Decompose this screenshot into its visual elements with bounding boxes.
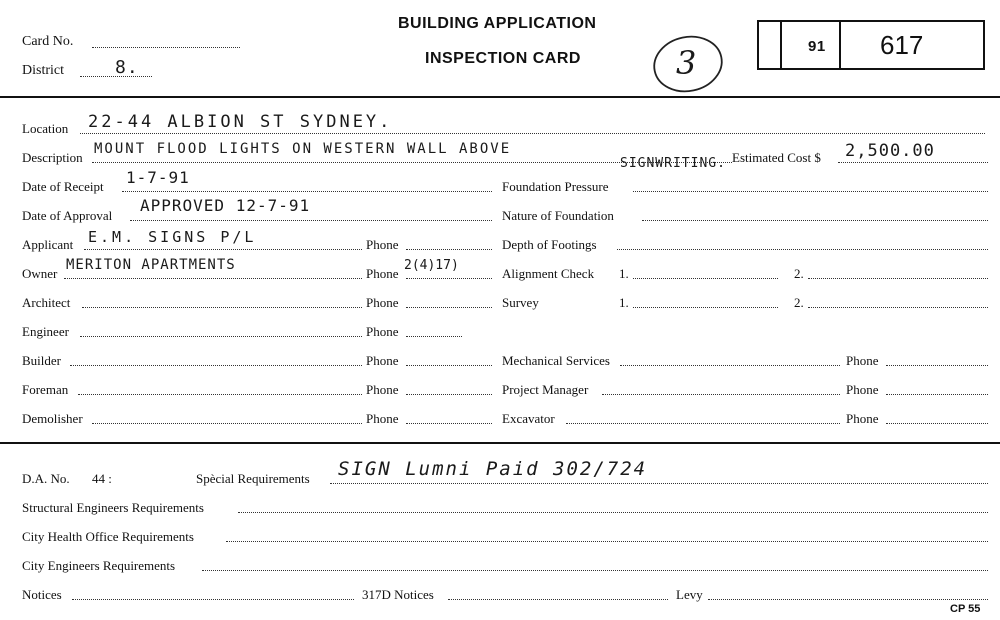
survey-field-1[interactable]	[633, 307, 778, 308]
builder-field[interactable]	[70, 365, 362, 366]
notices-label: Notices	[22, 587, 62, 602]
structural-engineers-label: Structural Engineers Requirements	[22, 500, 204, 515]
foreman-field[interactable]	[78, 394, 362, 395]
levy-label: Levy	[676, 587, 703, 602]
survey-num-1: 1.	[619, 295, 629, 310]
city-health-office-field[interactable]	[226, 541, 988, 542]
project-manager-label: Project Manager	[502, 382, 589, 397]
survey-field-2[interactable]	[808, 307, 988, 308]
survey-label: Survey	[502, 295, 539, 310]
da-no-value: 44 :	[92, 471, 112, 486]
excavator-field[interactable]	[566, 423, 840, 424]
location-label: Location	[22, 121, 69, 136]
estimated-cost-field[interactable]	[838, 162, 988, 163]
owner-label: Owner	[22, 266, 58, 281]
project-manager-phone-label: Phone	[846, 382, 879, 397]
applicant-phone-field[interactable]	[406, 249, 492, 250]
location-value: 22-44 ALBION ST SYDNEY.	[88, 112, 393, 132]
card-number: 617	[880, 30, 924, 60]
architect-label: Architect	[22, 295, 71, 310]
mechanical-services-field[interactable]	[620, 365, 840, 366]
structural-engineers-field[interactable]	[238, 512, 988, 513]
notices-field[interactable]	[72, 599, 354, 600]
applicant-value: E.M. SIGNS P/L	[88, 228, 257, 246]
engineer-phone-label: Phone	[366, 324, 399, 339]
district-label: District	[22, 63, 64, 78]
builder-phone-field[interactable]	[406, 365, 492, 366]
owner-phone-field[interactable]	[406, 278, 492, 279]
city-health-office-label: City Health Office Requirements	[22, 529, 194, 544]
date-of-receipt-field[interactable]	[122, 191, 492, 192]
notices-317d-field[interactable]	[448, 599, 668, 600]
excavator-phone-field[interactable]	[886, 423, 988, 424]
city-engineers-field[interactable]	[202, 570, 988, 571]
special-requirements-field[interactable]	[330, 483, 988, 484]
foreman-label: Foreman	[22, 382, 69, 397]
form-code: CP 55	[950, 603, 981, 615]
location-field[interactable]	[80, 133, 985, 134]
card-no-field[interactable]	[92, 47, 240, 48]
divider-top	[0, 96, 1000, 98]
depth-of-footings-label: Depth of Footings	[502, 237, 597, 252]
alignment-check-field-1[interactable]	[633, 278, 778, 279]
architect-phone-field[interactable]	[406, 307, 492, 308]
title-inspection-card: INSPECTION CARD	[425, 50, 581, 67]
da-no-label: D.A. No.	[22, 471, 70, 486]
demolisher-field[interactable]	[92, 423, 362, 424]
owner-phone-label: Phone	[366, 266, 399, 281]
project-manager-field[interactable]	[602, 394, 840, 395]
project-manager-phone-field[interactable]	[886, 394, 988, 395]
estimated-cost-value: 2,500.00	[845, 141, 935, 161]
excavator-label: Excavator	[502, 411, 555, 426]
builder-label: Builder	[22, 353, 61, 368]
date-of-receipt-label: Date of Receipt	[22, 179, 104, 194]
alignment-check-num-1: 1.	[619, 266, 629, 281]
demolisher-phone-field[interactable]	[406, 423, 492, 424]
survey-num-2: 2.	[794, 295, 804, 310]
applicant-label: Applicant	[22, 237, 74, 252]
applicant-phone-label: Phone	[366, 237, 399, 252]
mechanical-services-phone-label: Phone	[846, 353, 879, 368]
depth-of-footings-field[interactable]	[617, 249, 988, 250]
special-requirements-value: SIGN Lumni Paid 302/724	[338, 458, 648, 480]
card-code: 91	[808, 38, 826, 55]
description-value-continued: SIGNWRITING.	[620, 156, 726, 171]
city-engineers-label: City Engineers Requirements	[22, 558, 176, 573]
divider-bottom	[0, 442, 1000, 444]
foundation-pressure-label: Foundation Pressure	[502, 179, 609, 194]
alignment-check-field-2[interactable]	[808, 278, 988, 279]
owner-phone-value: 2(4)17)	[404, 258, 459, 273]
description-label: Description	[22, 150, 83, 165]
mechanical-services-label: Mechanical Services	[502, 353, 610, 368]
foreman-phone-label: Phone	[366, 382, 399, 397]
date-of-approval-label: Date of Approval	[22, 208, 113, 223]
builder-phone-label: Phone	[366, 353, 399, 368]
circled-number: 3	[676, 44, 698, 82]
nature-of-foundation-label: Nature of Foundation	[502, 208, 614, 223]
owner-field[interactable]	[64, 278, 362, 279]
date-of-approval-value: APPROVED 12-7-91	[140, 196, 311, 215]
demolisher-label: Demolisher	[22, 411, 83, 426]
architect-field[interactable]	[82, 307, 362, 308]
foundation-pressure-field[interactable]	[633, 191, 988, 192]
levy-field[interactable]	[708, 599, 988, 600]
engineer-phone-field[interactable]	[406, 336, 462, 337]
alignment-check-label: Alignment Check	[502, 266, 595, 281]
demolisher-phone-label: Phone	[366, 411, 399, 426]
notices-317d-label: 317D Notices	[362, 587, 434, 602]
foreman-phone-field[interactable]	[406, 394, 492, 395]
date-of-receipt-value: 1-7-91	[126, 168, 190, 187]
district-value: 8.	[115, 57, 139, 78]
architect-phone-label: Phone	[366, 295, 399, 310]
estimated-cost-label: Estimated Cost $	[732, 150, 821, 165]
special-requirements-label: Spècial Requirements	[196, 471, 310, 486]
description-value: MOUNT FLOOD LIGHTS ON WESTERN WALL ABOVE	[94, 141, 512, 157]
engineer-field[interactable]	[80, 336, 362, 337]
nature-of-foundation-field[interactable]	[642, 220, 988, 221]
number-box-divider	[780, 22, 782, 68]
card-no-label: Card No.	[22, 34, 74, 49]
applicant-field[interactable]	[84, 249, 362, 250]
number-box-divider	[839, 22, 841, 68]
card-number-box	[757, 20, 985, 70]
excavator-phone-label: Phone	[846, 411, 879, 426]
alignment-check-num-2: 2.	[794, 266, 804, 281]
owner-value: MERITON APARTMENTS	[66, 257, 236, 273]
mechanical-services-phone-field[interactable]	[886, 365, 988, 366]
engineer-label: Engineer	[22, 324, 69, 339]
date-of-approval-field[interactable]	[130, 220, 492, 221]
title-building-application: BUILDING APPLICATION	[398, 15, 597, 32]
